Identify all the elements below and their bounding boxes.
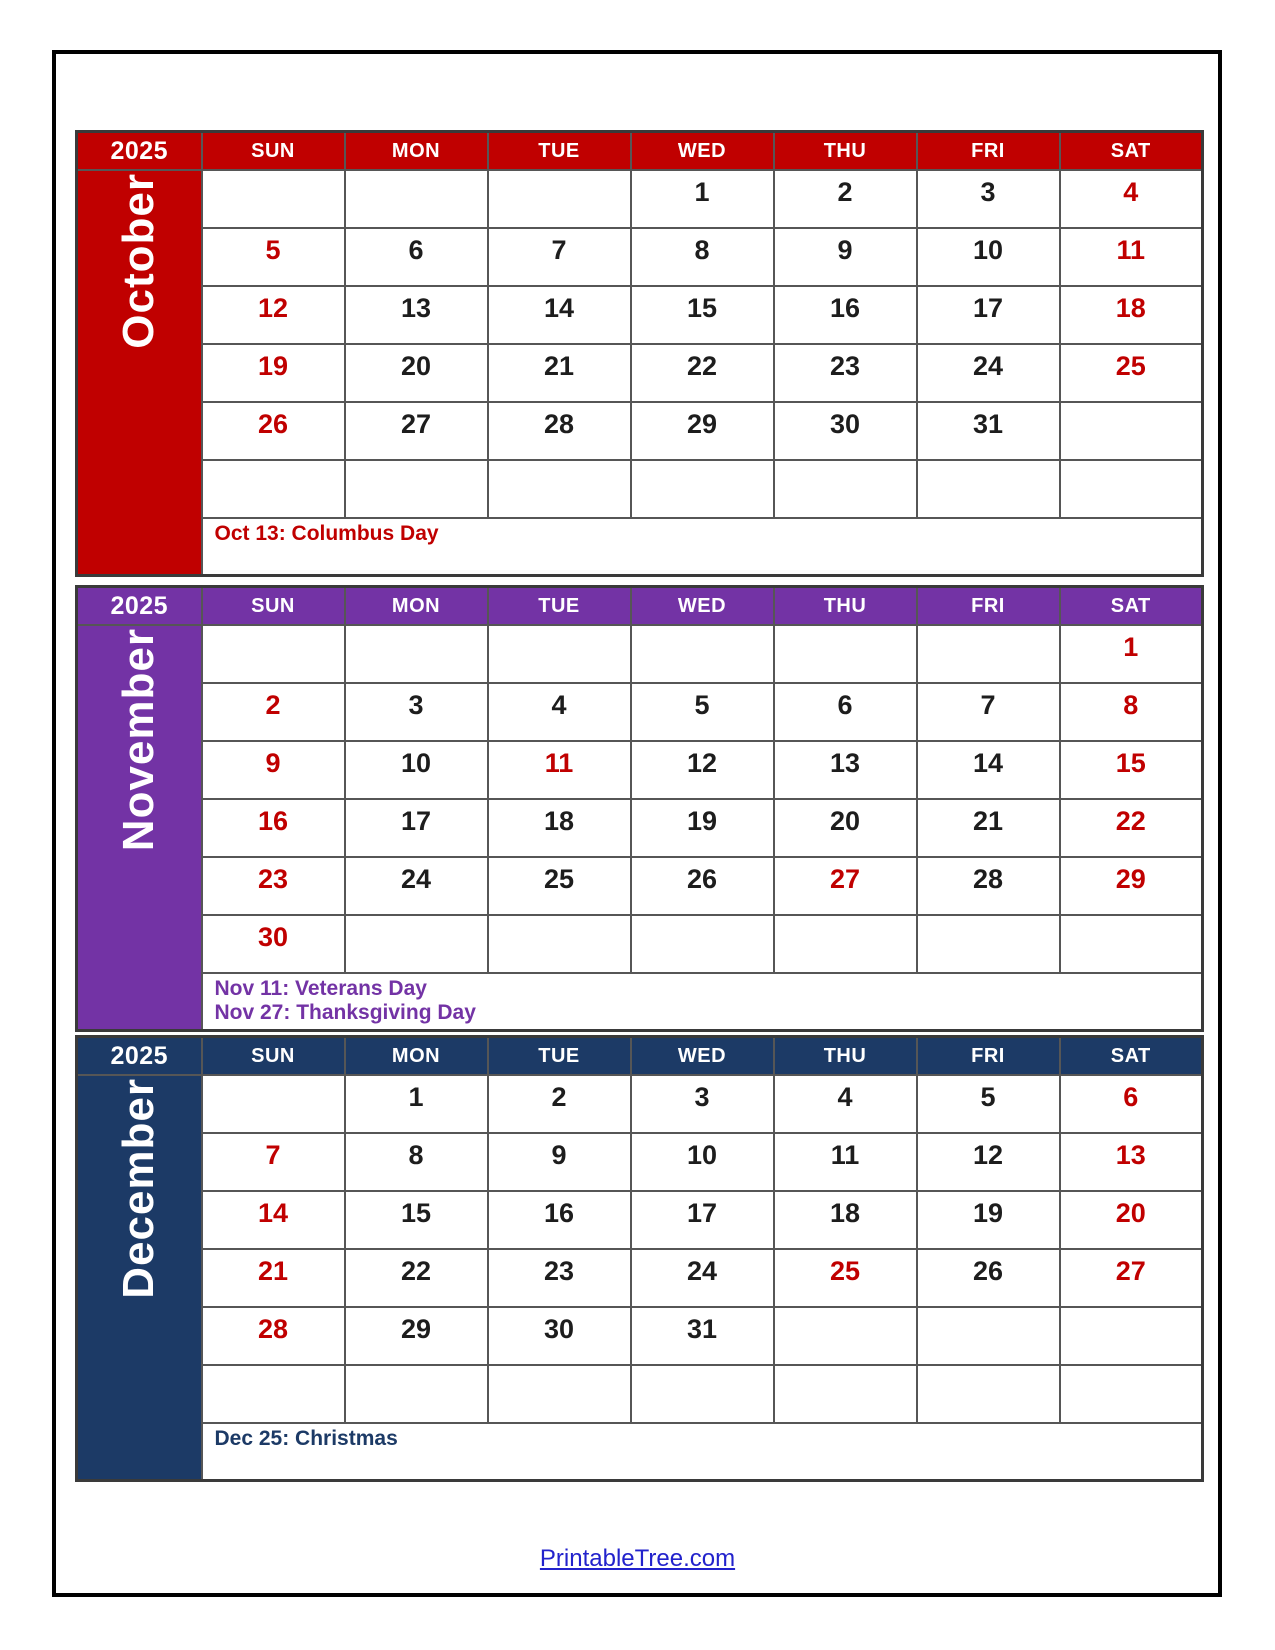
day-cell: 5 <box>202 228 345 286</box>
october-calendar <box>75 130 1204 577</box>
day-cell: 2 <box>774 170 917 228</box>
day-cell <box>202 170 345 228</box>
day-cell <box>345 915 488 973</box>
day-cell: 17 <box>631 1191 774 1249</box>
holiday-line: Oct 13: Columbus Day <box>214 522 439 545</box>
day-cell <box>1060 402 1203 460</box>
day-cell: 31 <box>917 402 1060 460</box>
day-cell <box>917 1307 1060 1365</box>
day-cell: 25 <box>1060 344 1203 402</box>
day-cell: 25 <box>774 1249 917 1307</box>
day-cell: 2 <box>488 1075 631 1133</box>
day-cell <box>917 1365 1060 1423</box>
day-cell <box>345 625 488 683</box>
day-cell: 1 <box>631 170 774 228</box>
december-calendar <box>75 1035 1204 1482</box>
day-cell: 22 <box>345 1249 488 1307</box>
day-cell <box>202 1365 345 1423</box>
weekday-header: FRI <box>917 587 1060 626</box>
day-cell: 5 <box>917 1075 1060 1133</box>
day-cell: 12 <box>917 1133 1060 1191</box>
day-cell: 9 <box>202 741 345 799</box>
day-cell: 28 <box>488 402 631 460</box>
day-cell: 2 <box>202 683 345 741</box>
day-cell: 24 <box>345 857 488 915</box>
day-cell <box>774 915 917 973</box>
month-block <box>77 625 202 1031</box>
day-cell: 25 <box>488 857 631 915</box>
weekday-header: SAT <box>1060 132 1203 171</box>
day-cell: 20 <box>1060 1191 1203 1249</box>
day-cell <box>488 915 631 973</box>
holiday-note <box>202 973 1203 1031</box>
day-cell: 5 <box>631 683 774 741</box>
day-cell: 24 <box>631 1249 774 1307</box>
weekday-header: SAT <box>1060 587 1203 626</box>
month-block <box>77 170 202 576</box>
day-cell: 6 <box>774 683 917 741</box>
day-cell: 26 <box>202 402 345 460</box>
day-cell: 10 <box>631 1133 774 1191</box>
day-cell: 4 <box>774 1075 917 1133</box>
month-label: October <box>114 173 164 349</box>
month-label: November <box>114 628 164 852</box>
day-cell: 3 <box>631 1075 774 1133</box>
day-cell: 15 <box>631 286 774 344</box>
day-cell <box>1060 1365 1203 1423</box>
day-cell: 30 <box>774 402 917 460</box>
day-cell: 8 <box>1060 683 1203 741</box>
day-cell <box>917 915 1060 973</box>
day-cell <box>631 460 774 518</box>
day-cell: 16 <box>774 286 917 344</box>
weekday-header: WED <box>631 587 774 626</box>
day-cell: 10 <box>345 741 488 799</box>
day-cell <box>345 170 488 228</box>
day-cell: 13 <box>1060 1133 1203 1191</box>
day-cell <box>202 625 345 683</box>
day-cell <box>774 1307 917 1365</box>
day-cell: 19 <box>917 1191 1060 1249</box>
day-cell: 21 <box>917 799 1060 857</box>
day-cell: 15 <box>1060 741 1203 799</box>
weekday-header: MON <box>345 1037 488 1076</box>
year-label: 2025 <box>77 1037 202 1076</box>
day-cell: 23 <box>774 344 917 402</box>
day-cell: 16 <box>488 1191 631 1249</box>
day-cell: 20 <box>774 799 917 857</box>
day-cell <box>488 1365 631 1423</box>
holiday-note <box>202 518 1203 576</box>
weekday-header: FRI <box>917 1037 1060 1076</box>
day-cell: 11 <box>1060 228 1203 286</box>
weekday-header: THU <box>774 1037 917 1076</box>
day-cell: 14 <box>488 286 631 344</box>
day-cell: 7 <box>202 1133 345 1191</box>
day-cell: 21 <box>488 344 631 402</box>
weekday-header: MON <box>345 587 488 626</box>
day-cell: 26 <box>917 1249 1060 1307</box>
holiday-note <box>202 1423 1203 1481</box>
year-label: 2025 <box>77 587 202 626</box>
day-cell: 30 <box>202 915 345 973</box>
weekday-header: FRI <box>917 132 1060 171</box>
day-cell: 15 <box>345 1191 488 1249</box>
day-cell: 20 <box>345 344 488 402</box>
day-cell: 1 <box>1060 625 1203 683</box>
day-cell <box>1060 460 1203 518</box>
day-cell: 3 <box>917 170 1060 228</box>
day-cell: 27 <box>774 857 917 915</box>
weekday-header: TUE <box>488 132 631 171</box>
day-cell <box>774 1365 917 1423</box>
printabletree-link[interactable]: PrintableTree.com <box>539 1545 736 1572</box>
day-cell: 29 <box>631 402 774 460</box>
day-cell: 6 <box>345 228 488 286</box>
day-cell <box>345 460 488 518</box>
day-cell: 30 <box>488 1307 631 1365</box>
day-cell: 11 <box>488 741 631 799</box>
day-cell: 21 <box>202 1249 345 1307</box>
weekday-header: MON <box>345 132 488 171</box>
day-cell <box>488 170 631 228</box>
day-cell: 13 <box>345 286 488 344</box>
day-cell <box>774 625 917 683</box>
day-cell: 14 <box>202 1191 345 1249</box>
day-cell <box>631 915 774 973</box>
day-cell <box>488 625 631 683</box>
november-calendar <box>75 585 1204 1032</box>
day-cell: 17 <box>917 286 1060 344</box>
weekday-header: THU <box>774 132 917 171</box>
holiday-line: Nov 11: Veterans Day <box>214 977 427 1000</box>
month-label: December <box>114 1078 164 1299</box>
day-cell: 9 <box>774 228 917 286</box>
weekday-header: SUN <box>202 587 345 626</box>
day-cell <box>1060 1307 1203 1365</box>
holiday-line: Nov 27: Thanksgiving Day <box>214 1001 476 1024</box>
day-cell: 18 <box>774 1191 917 1249</box>
day-cell: 1 <box>345 1075 488 1133</box>
day-cell: 23 <box>488 1249 631 1307</box>
day-cell <box>202 460 345 518</box>
month-block <box>77 1075 202 1481</box>
day-cell: 13 <box>774 741 917 799</box>
day-cell <box>202 1075 345 1133</box>
weekday-header: SUN <box>202 1037 345 1076</box>
day-cell <box>1060 915 1203 973</box>
day-cell <box>345 1365 488 1423</box>
weekday-header: TUE <box>488 1037 631 1076</box>
day-cell <box>488 460 631 518</box>
day-cell: 4 <box>1060 170 1203 228</box>
day-cell: 11 <box>774 1133 917 1191</box>
day-cell <box>917 460 1060 518</box>
day-cell: 7 <box>917 683 1060 741</box>
weekday-header: WED <box>631 1037 774 1076</box>
holiday-line: Dec 25: Christmas <box>214 1427 398 1450</box>
day-cell <box>631 1365 774 1423</box>
day-cell: 8 <box>345 1133 488 1191</box>
footer <box>0 1545 1275 1573</box>
day-cell: 14 <box>917 741 1060 799</box>
day-cell <box>774 460 917 518</box>
day-cell: 19 <box>202 344 345 402</box>
day-cell: 12 <box>202 286 345 344</box>
weekday-header: TUE <box>488 587 631 626</box>
day-cell: 6 <box>1060 1075 1203 1133</box>
day-cell: 3 <box>345 683 488 741</box>
day-cell: 4 <box>488 683 631 741</box>
weekday-header: THU <box>774 587 917 626</box>
day-cell: 31 <box>631 1307 774 1365</box>
day-cell: 28 <box>917 857 1060 915</box>
day-cell: 27 <box>345 402 488 460</box>
day-cell: 9 <box>488 1133 631 1191</box>
day-cell: 22 <box>631 344 774 402</box>
day-cell: 29 <box>1060 857 1203 915</box>
day-cell: 12 <box>631 741 774 799</box>
year-label: 2025 <box>77 132 202 171</box>
day-cell: 18 <box>1060 286 1203 344</box>
day-cell <box>631 625 774 683</box>
day-cell: 8 <box>631 228 774 286</box>
weekday-header: WED <box>631 132 774 171</box>
day-cell: 19 <box>631 799 774 857</box>
weekday-header: SAT <box>1060 1037 1203 1076</box>
day-cell: 26 <box>631 857 774 915</box>
day-cell: 16 <box>202 799 345 857</box>
day-cell <box>917 625 1060 683</box>
day-cell: 7 <box>488 228 631 286</box>
day-cell: 29 <box>345 1307 488 1365</box>
day-cell: 22 <box>1060 799 1203 857</box>
day-cell: 24 <box>917 344 1060 402</box>
weekday-header: SUN <box>202 132 345 171</box>
day-cell: 23 <box>202 857 345 915</box>
day-cell: 28 <box>202 1307 345 1365</box>
day-cell: 18 <box>488 799 631 857</box>
day-cell: 27 <box>1060 1249 1203 1307</box>
day-cell: 17 <box>345 799 488 857</box>
day-cell: 10 <box>917 228 1060 286</box>
